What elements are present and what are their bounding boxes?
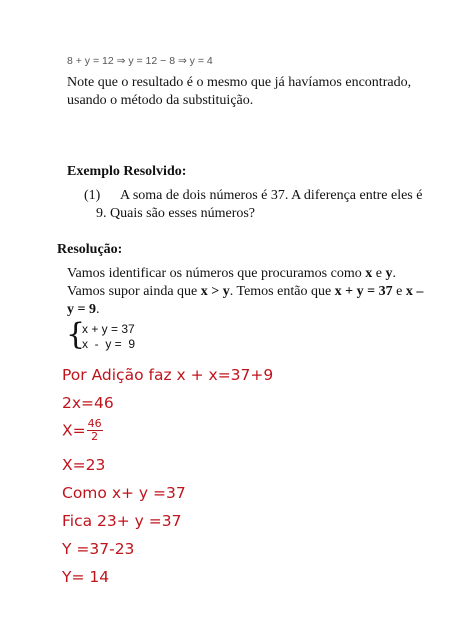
solution-step-1: Por Adição faz x + x=37+9 [62,366,274,384]
example-line-2: 9. Quais são esses números? [96,206,256,221]
example-line-1: A soma de dois números é 37. A diferença entre eles é [120,188,423,203]
solution-step-7: Y =37-23 [62,540,135,558]
system-eq-2: x - y = 9 [82,337,136,351]
solution-step-5: Como x+ y =37 [62,484,186,502]
resolution-line-2: Vamos supor ainda que x > y. Temos então que x + y = 37 e x – [67,284,424,299]
example-heading: Exemplo Resolvido: [67,164,187,179]
note-line-2: usando o método da substituição. [67,93,254,108]
resolution-line-1: Vamos identificar os números que procuramos como x e y. [67,266,396,281]
note-line-1: Note que o resultado é o mesmo que já havíamos encontrado, [67,75,412,90]
solution-step-3: X= $\frac{46}{2}$ [62,417,102,443]
resolution-line-3: y = 9. [67,302,100,317]
system-eq-1: x + y = 37 [82,322,135,336]
example-item-number: (1) [84,188,101,203]
solution-step-8: Y= 14 [62,568,110,586]
resolution-heading: Resolução: [57,242,123,257]
top-equation: 8 + y = 12 ⇒ y = 12 − 8 ⇒ y = 4 [67,55,213,67]
system-brace: { [66,317,86,352]
fraction: $\frac{46}{2}$ [87,417,102,443]
solution-step-4: X=23 [62,456,106,474]
solution-step-6: Fica 23+ y =37 [62,512,182,530]
solution-step-2: 2x=46 [62,394,114,412]
